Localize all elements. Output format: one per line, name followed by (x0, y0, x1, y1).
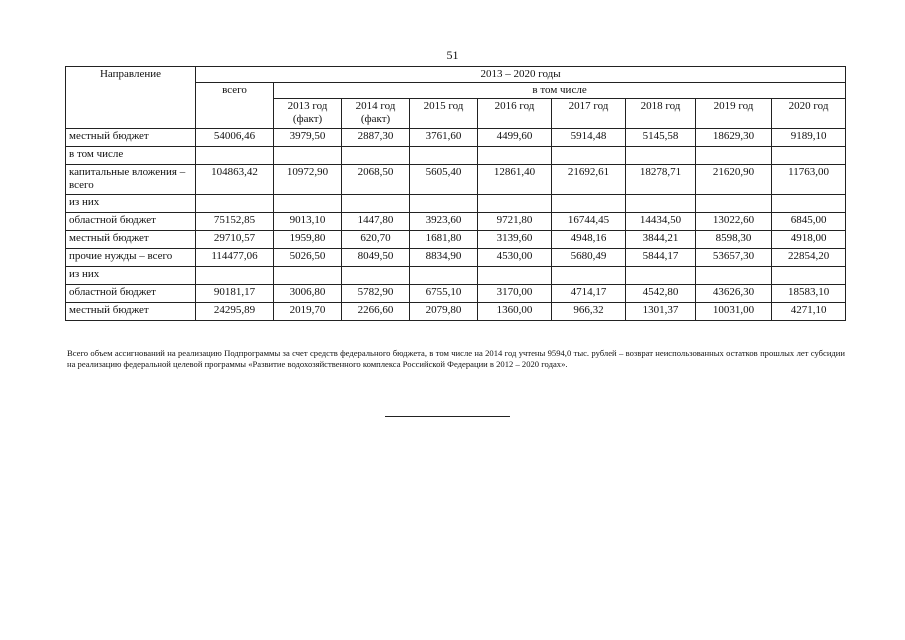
value-cell: 8598,30 (696, 231, 772, 249)
value-cell: 2079,80 (410, 303, 478, 321)
header-including: в том числе (274, 83, 846, 99)
value-cell (410, 195, 478, 213)
value-cell: 4542,80 (626, 285, 696, 303)
page-number: 51 (446, 48, 459, 62)
value-cell (772, 267, 846, 285)
value-cell (478, 195, 552, 213)
value-cell: 8049,50 (342, 249, 410, 267)
value-cell (342, 147, 410, 165)
value-cell (552, 147, 626, 165)
row-label: в том числе (66, 147, 196, 165)
header-year: 2016 год (478, 99, 552, 129)
value-cell: 4499,60 (478, 129, 552, 147)
row-label: из них (66, 195, 196, 213)
value-cell: 1301,37 (626, 303, 696, 321)
footnote: Всего объем ассигнований на реализацию Подпрограммы за счет средств федерального бюджета, в том числе на 2014 год учтены 9594,0 тыс. рублей – возврат неиспользованных остатков прошлых лет субсидии на реализацию федеральной целевой программы «Развитие водохозяйственного комплекса Российской Федерации в 2012 – 2020 годах». (67, 348, 845, 369)
value-cell: 3006,80 (274, 285, 342, 303)
value-cell: 4918,00 (772, 231, 846, 249)
value-cell: 1447,80 (342, 213, 410, 231)
value-cell: 966,32 (552, 303, 626, 321)
value-cell (626, 147, 696, 165)
header-year: 2015 год (410, 99, 478, 129)
value-cell (478, 147, 552, 165)
value-cell: 18583,10 (772, 285, 846, 303)
value-cell: 18629,30 (696, 129, 772, 147)
row-label: областной бюджет (66, 213, 196, 231)
value-cell (274, 147, 342, 165)
header-year: 2019 год (696, 99, 772, 129)
value-cell (196, 267, 274, 285)
value-cell: 11763,00 (772, 165, 846, 195)
value-cell: 43626,30 (696, 285, 772, 303)
value-cell (196, 147, 274, 165)
value-cell: 18278,71 (626, 165, 696, 195)
value-cell: 10972,90 (274, 165, 342, 195)
value-cell: 8834,90 (410, 249, 478, 267)
value-cell: 22854,20 (772, 249, 846, 267)
row-label: местный бюджет (66, 231, 196, 249)
value-cell: 114477,06 (196, 249, 274, 267)
value-cell: 6845,00 (772, 213, 846, 231)
value-cell: 3979,50 (274, 129, 342, 147)
value-cell: 4948,16 (552, 231, 626, 249)
table-row (66, 129, 846, 147)
value-cell: 90181,17 (196, 285, 274, 303)
value-cell (772, 195, 846, 213)
value-cell: 4530,00 (478, 249, 552, 267)
value-cell: 14434,50 (626, 213, 696, 231)
value-cell: 12861,40 (478, 165, 552, 195)
table-row (66, 267, 846, 285)
value-cell: 3761,60 (410, 129, 478, 147)
value-cell: 5914,48 (552, 129, 626, 147)
value-cell: 5680,49 (552, 249, 626, 267)
value-cell (772, 147, 846, 165)
header-direction: Направление (66, 67, 196, 129)
value-cell: 3844,21 (626, 231, 696, 249)
table-row (66, 195, 846, 213)
value-cell: 24295,89 (196, 303, 274, 321)
value-cell: 2887,30 (342, 129, 410, 147)
header-year: 2020 год (772, 99, 846, 129)
value-cell: 5605,40 (410, 165, 478, 195)
value-cell (696, 195, 772, 213)
value-cell: 13022,60 (696, 213, 772, 231)
table-body (66, 129, 846, 321)
value-cell: 2068,50 (342, 165, 410, 195)
value-cell: 9189,10 (772, 129, 846, 147)
row-label: прочие нужды – всего (66, 249, 196, 267)
value-cell (552, 267, 626, 285)
header-year: 2013 год (факт) (274, 99, 342, 129)
value-cell: 5782,90 (342, 285, 410, 303)
value-cell: 1681,80 (410, 231, 478, 249)
value-cell: 21620,90 (696, 165, 772, 195)
value-cell: 3170,00 (478, 285, 552, 303)
table-row (66, 213, 846, 231)
value-cell: 29710,57 (196, 231, 274, 249)
value-cell (342, 195, 410, 213)
value-cell: 9721,80 (478, 213, 552, 231)
value-cell: 3923,60 (410, 213, 478, 231)
value-cell (696, 267, 772, 285)
table-row (66, 165, 846, 195)
value-cell (196, 195, 274, 213)
value-cell: 4714,17 (552, 285, 626, 303)
row-label: местный бюджет (66, 303, 196, 321)
value-cell: 5145,58 (626, 129, 696, 147)
header-year: 2018 год (626, 99, 696, 129)
value-cell: 3139,60 (478, 231, 552, 249)
value-cell: 5844,17 (626, 249, 696, 267)
value-cell (410, 147, 478, 165)
table-row (66, 285, 846, 303)
value-cell: 53657,30 (696, 249, 772, 267)
table-header (66, 67, 846, 129)
value-cell: 10031,00 (696, 303, 772, 321)
value-cell (274, 267, 342, 285)
table-row (66, 303, 846, 321)
row-label: местный бюджет (66, 129, 196, 147)
value-cell: 4271,10 (772, 303, 846, 321)
row-label: капитальные вложения – всего (66, 165, 196, 195)
value-cell: 54006,46 (196, 129, 274, 147)
value-cell (342, 267, 410, 285)
header-period: 2013 – 2020 годы (196, 67, 846, 83)
value-cell: 16744,45 (552, 213, 626, 231)
value-cell: 1959,80 (274, 231, 342, 249)
header-year: 2014 год (факт) (342, 99, 410, 129)
value-cell: 1360,00 (478, 303, 552, 321)
value-cell (478, 267, 552, 285)
value-cell: 6755,10 (410, 285, 478, 303)
row-label: из них (66, 267, 196, 285)
value-cell: 21692,61 (552, 165, 626, 195)
value-cell: 2019,70 (274, 303, 342, 321)
table-row (66, 249, 846, 267)
value-cell (274, 195, 342, 213)
value-cell: 75152,85 (196, 213, 274, 231)
value-cell: 9013,10 (274, 213, 342, 231)
header-total: всего (196, 83, 274, 129)
value-cell (626, 195, 696, 213)
row-label: областной бюджет (66, 285, 196, 303)
value-cell: 104863,42 (196, 165, 274, 195)
budget-table (65, 66, 846, 321)
value-cell (552, 195, 626, 213)
header-year: 2017 год (552, 99, 626, 129)
bottom-divider (385, 416, 510, 417)
value-cell (626, 267, 696, 285)
value-cell: 620,70 (342, 231, 410, 249)
value-cell: 5026,50 (274, 249, 342, 267)
value-cell (696, 147, 772, 165)
value-cell: 2266,60 (342, 303, 410, 321)
value-cell (410, 267, 478, 285)
table-row (66, 231, 846, 249)
table-row (66, 147, 846, 165)
